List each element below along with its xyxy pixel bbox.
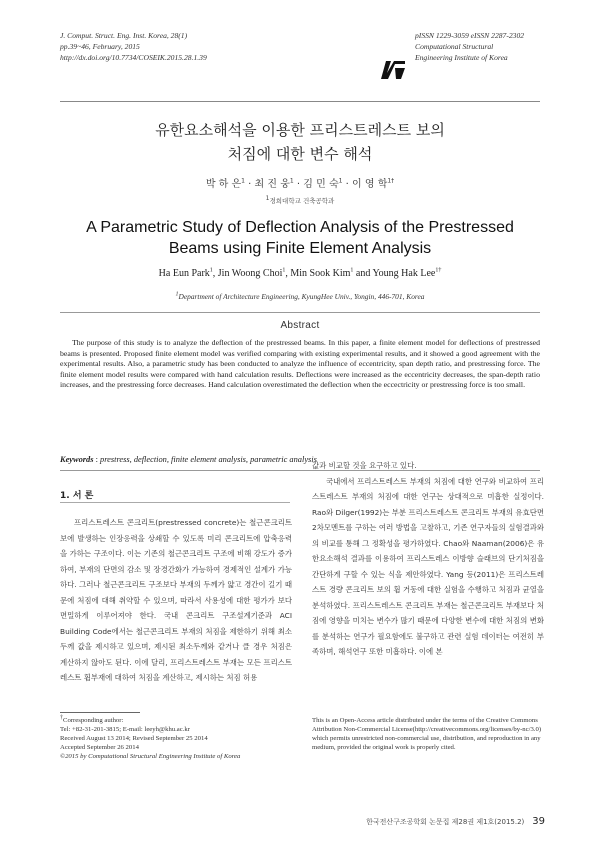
english-affiliation — [60, 292, 540, 301]
paragraph-continuation: 값과 비교할 것을 요구하고 있다. — [312, 461, 417, 470]
corresponding-author-label: †Corresponding author: — [60, 714, 124, 724]
issn-line: pISSN 1229-3059 eISSN 2287-2302 — [415, 31, 525, 40]
footnote-left — [60, 716, 300, 761]
journal-logo-icon — [380, 60, 406, 80]
author-ko-3: 김 민 숙 — [303, 179, 339, 190]
left-column — [60, 515, 292, 686]
page-footer — [300, 816, 545, 827]
keywords-text: prestress, deflection, finite element analysis, parametric analysis — [100, 455, 317, 464]
author-ko-4-mark: 1† — [387, 177, 395, 185]
copyright-notice: ©2015 by Computational Structural Engineering Institute of Korea — [60, 753, 241, 760]
received-dates: Received August 13 2014; Revised September 25 2014 — [60, 735, 208, 742]
korean-title-line1: 유한요소해석을 이용한 프리스트레스트 보의 — [155, 121, 445, 139]
author-ko-2-mark: 1 — [289, 177, 294, 185]
journal-citation — [60, 30, 310, 63]
issn-block — [415, 30, 575, 63]
paragraph: 프리스트레스트 콘크리트(prestressed concrete)는 철근콘크리트 보에 발생하는 인장응력을 상쇄할 수 있도록 미리 콘크리트에 압축응력을 가하는 구조이다. 이는 기존의 철근콘크리트 구조에 비해 강도가 증가하여, 부재의 단면의 감소 및 장경간화가 가능하여 경제적인 설계가 가능하다. 그러나 철근콘크리트 구조보다 부재의 두께가 얇고 경간이 길기 때문에 처짐에 대해 취약할 수 있으며, 따라서 사용성에 대한 평가가 보다 면밀하게 이루어져야 한다. 국내 콘크리트 구조설계기준과 ACI Building Code에서는 철근콘크리트 부재의 처짐을 제한하기 위해 최소두께 값을 제시하고 있으며, 제시된 최소두께와 같거나 클 경우 처짐은 계산하지 않아도 된다. 이에 달리, 프리스트레스트 부재는 모든 프리스트레스트 휨부재에 대하여 처짐을 계산하고, 제시하는 처짐 허용 — [60, 518, 292, 682]
journal-issue-label: 한국전산구조공학회 논문집 제28권 제1호(2015.2) — [366, 818, 525, 826]
corresponding-mark: † — [60, 714, 63, 721]
korean-title — [60, 118, 540, 166]
author-separator: · — [248, 179, 252, 190]
author-ko-1: 박 하 은 — [205, 179, 242, 190]
keywords-label: Keywords — [60, 455, 94, 464]
author-ko-1-mark: 1 — [241, 177, 245, 185]
paragraph: 국내에서 프리스트레스트 부재의 처짐에 대한 연구와 비교하여 프리스트레스트 부재의 처짐에 대한 연구는 상대적으로 미흡한 실정이다. Rao와 Dilger(1992)는 부분 프리스트레스트 콘크리트 부재의 유효단면2차모멘트를 구하는 여러 방법을 고찰하고, 기존 연구자들의 실험결과와의 비교를 통해 그 정확성을 평가하였다. Chao와 Naaman(2006)은 유한요소해석 결과를 이용하여 프리스트레스 이방향 슬래브의 단기처짐을 간단하게 구할 수 있는 식을 제안하였다. Yang 등(2011)은 프리스트레스트 경량 콘크리트 보의 휨 거동에 대한 실험을 수행하고 처짐과 균열을 분석하였다. 프리스트레스트 콘크리트 부재는 철근콘크리트 부재보다 처짐에 영향을 미치는 변수가 많기 때문에 다양한 변수에 대한 처짐의 변화를 분석하는 연구가 필요함에도 불구하고 관련 실험 데이터는 여전히 부족하며, 해석연구 또한 미흡하다. 이에 본 — [312, 476, 544, 656]
author-en-4: Young Hak Lee — [372, 268, 436, 279]
author-en-1: Ha Eun Park — [158, 268, 210, 279]
header-divider — [60, 101, 540, 102]
english-title — [60, 217, 540, 259]
keywords-separator: : — [93, 455, 101, 464]
abstract-body: The purpose of this study is to analyze the deflection of the prestressed beams. In this paper, a finite element model for deflections of prestressed beams is presented. Proposed finite element model was verified comparing with existing experimental results, and it showed a good agreement with the experimental results. Also, a parametric study has been conducted to analyze the influence of eccentricity, span depth ratio, and prestressing force. The finite element model results were compared with hand calculation results. Deflections were increased as the eccentricity decreases, the span-depth ratio increases, and the prestressing force decreases. Hand calculation overestimated the deflection when the eccectricity or prestressing force is too small. — [60, 338, 540, 390]
doi-link[interactable]: http://dx.doi.org/10.7734/COSEIK.2015.28.1.39 — [60, 53, 207, 62]
journal-citation-line: J. Comput. Struct. Eng. Inst. Korea, 28(1) — [60, 31, 188, 40]
author-separator: · — [296, 179, 301, 190]
affiliation-text: Department of Architecture Engineering, KyungHee Univ., Yongin, 446-701, Korea — [178, 292, 425, 301]
section-heading-rule — [60, 502, 290, 503]
author-en-2-mark: 1 — [282, 267, 286, 274]
korean-title-line2: 처짐에 대한 변수 해석 — [227, 145, 373, 163]
author-separator: , — [212, 268, 218, 279]
korean-affiliation — [60, 196, 540, 205]
author-en-4-mark: 1† — [435, 267, 442, 274]
right-column — [312, 458, 544, 660]
author-separator: and — [353, 268, 373, 279]
footnote-divider — [60, 712, 140, 713]
abstract-divider-top — [60, 312, 540, 313]
affiliation-mark: 1 — [265, 194, 270, 202]
english-title-line2: Beams using Finite Element Analysis — [168, 240, 432, 257]
author-ko-3-mark: 1 — [338, 177, 343, 185]
journal-pages-line: pp.39~46, February, 2015 — [60, 42, 140, 51]
korean-authors — [60, 175, 540, 190]
contact-info: Tel: +82-31-201-3815; E-mail: leeyh@khu.ac.kr — [60, 726, 190, 733]
page-number: 39 — [532, 816, 545, 827]
english-authors — [60, 268, 540, 279]
section-heading: 1. 서 론 — [60, 491, 94, 501]
affiliation-mark: 1 — [175, 291, 179, 298]
author-en-2: Jin Woong Choi — [217, 268, 283, 279]
author-en-3: Min Sook Kim — [290, 268, 351, 279]
author-ko-4: 이 영 학 — [352, 179, 388, 190]
affiliation-text: 경희대학교 건축공학과 — [269, 197, 335, 205]
license-notice: This is an Open-Access article distributed under the terms of the Creative Commons Attribution Non-Commercial License(http://creativecommons.org/licenses/by-nc/3.0) which permits unrestricted non-commercial use, distribution, and reproduction in any medium, provided the original work is properly cited. — [312, 717, 542, 751]
abstract-heading: Abstract — [280, 320, 320, 331]
society-name-line1: Computational Structural — [415, 42, 494, 51]
author-en-1-mark: 1 — [209, 267, 213, 274]
author-ko-2: 최 진 웅 — [254, 179, 290, 190]
english-title-line1: A Parametric Study of Deflection Analysis of the Prestressed — [86, 219, 514, 236]
author-en-3-mark: 1 — [350, 267, 354, 274]
author-separator: , — [285, 268, 291, 279]
accepted-date: Accepted September 26 2014 — [60, 744, 139, 751]
society-name-line2: Engineering Institute of Korea — [415, 53, 508, 62]
author-separator: · — [345, 179, 349, 190]
